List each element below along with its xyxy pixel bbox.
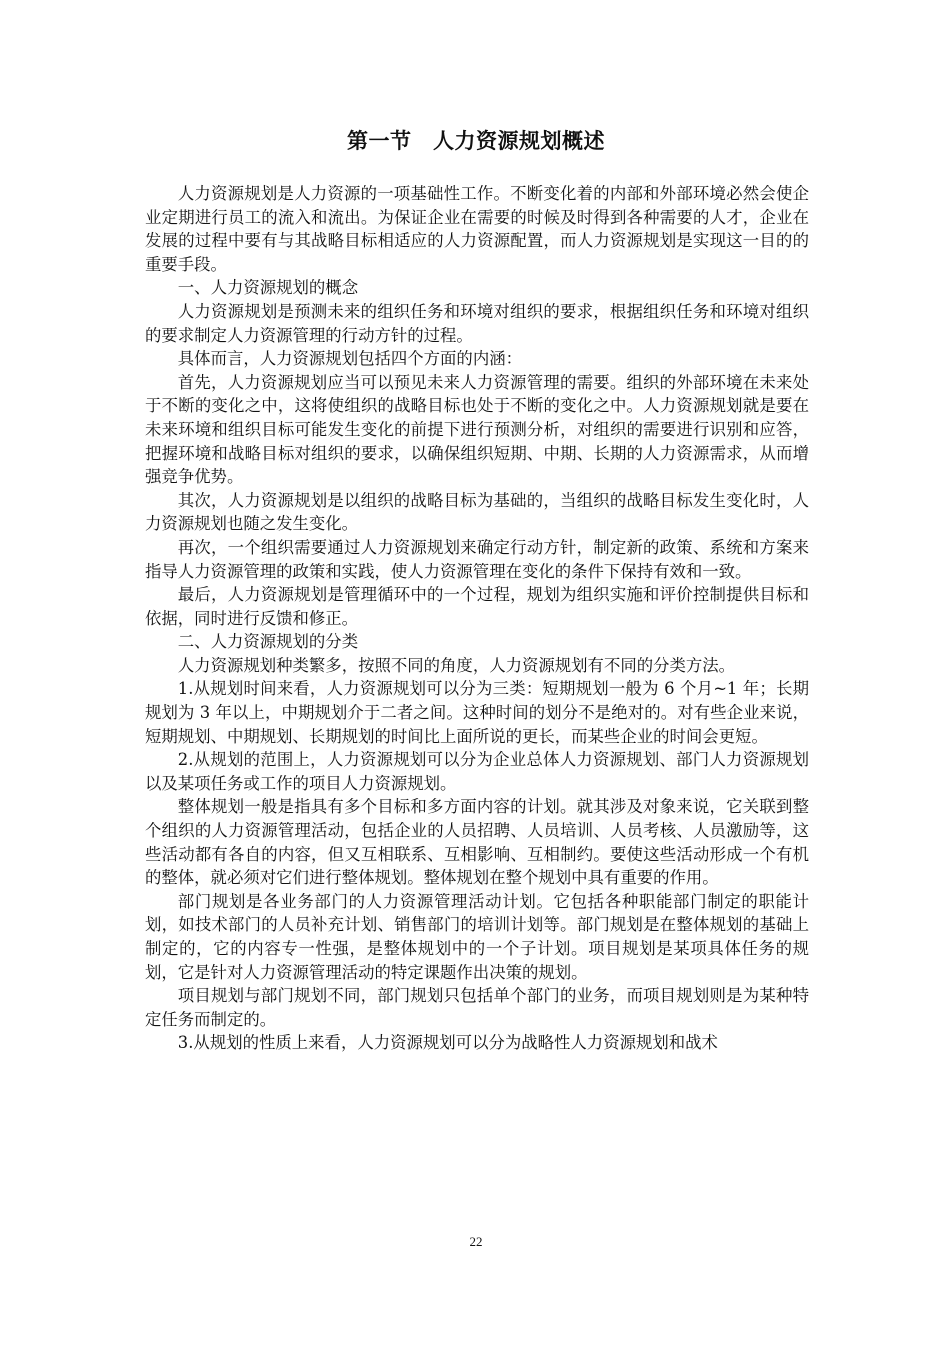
heading-classification: 二、人力资源规划的分类 xyxy=(177,632,359,652)
paragraph-project-plan: 项目规划与部门规划不同，部门规划只包括单个部门的业务，而项目规划则是为某种特定任务而制定的。 xyxy=(145,986,809,1029)
paragraph-definition: 人力资源规划是预测未来的组织任务和环境对组织的要求，根据组织任务和环境对组织的要求制定人力资源管理的行动方针的过程。 xyxy=(145,301,809,345)
paragraph-department-plan: 部门规划是各业务部门的人力资源管理活动计划。它包括各种职能部门制定的职能计划，如技术部门的人员补充计划、销售部门的培训计划等。部门规划是在整体规划的基础上制定的，它的内容专一性强，是整体规划中的一个子计划。项目规划是某项具体任务的规划，它是针对人力资源管理活动的特定课题作出决策的规划。 xyxy=(145,891,809,982)
body-text xyxy=(145,182,809,1055)
paragraph-intro: 人力资源规划是人力资源的一项基础性工作。不断变化着的内部和外部环境必然会使企业定期进行员工的流入和流出。为保证企业在需要的时候及时得到各种需要的人才，企业在发展的过程中要有与其战略目标相适应的人力资源配置，而人力资源规划是实现这一目的的重要手段。 xyxy=(145,184,809,274)
paragraph-by-time: 1.从规划时间来看，人力资源规划可以分为三类：短期规划一般为 6 个月~1 年；长期规划为 3 年以上，中期规划介于二者之间。这种时间的划分不是绝对的。对有些企业来说，短期规划、中期规划、长期规划的时间比上面所说的更长，而某些企业的时间会更短。 xyxy=(145,679,809,746)
paragraph-third: 再次，一个组织需要通过人力资源规划来确定行动方针，制定新的政策、系统和方案来指导人力资源管理的政策和实践，使人力资源管理在变化的条件下保持有效和一致。 xyxy=(145,537,809,581)
paragraph-overall-plan: 整体规划一般是指具有多个目标和多方面内容的计划。就其涉及对象来说，它关联到整个组织的人力资源管理活动，包括企业的人员招聘、人员培训、人员考核、人员激励等，这些活动都有各自的内容，但又互相联系、互相影响、互相制约。要使这些活动形成一个有机的整体，就必须对它们进行整体规划。整体规划在整个规划中具有重要的作用。 xyxy=(145,797,809,888)
page-number: 22 xyxy=(469,1234,483,1249)
section-title: 第一节 人力资源规划概述 xyxy=(347,129,605,153)
paragraph-second: 其次，人力资源规划是以组织的战略目标为基础的，当组织的战略目标发生变化时，人力资源规划也随之发生变化。 xyxy=(145,490,809,534)
paragraph-by-scope: 2.从规划的范围上，人力资源规划可以分为企业总体人力资源规划、部门人力资源规划以及某项任务或工作的项目人力资源规划。 xyxy=(145,750,809,793)
paragraph-by-nature: 3.从规划的性质上来看，人力资源规划可以分为战略性人力资源规划和战术 xyxy=(177,1033,718,1053)
paragraph-last: 最后，人力资源规划是管理循环中的一个过程，规划为组织实施和评价控制提供目标和依据，同时进行反馈和修正。 xyxy=(145,585,809,628)
paragraph-classification-intro: 人力资源规划种类繁多，按照不同的角度，人力资源规划有不同的分类方法。 xyxy=(177,655,736,675)
paragraph-four-aspects: 具体而言，人力资源规划包括四个方面的内涵： xyxy=(177,349,522,369)
paragraph-first: 首先，人力资源规划应当可以预见未来人力资源管理的需要。组织的外部环境在未来处于不断的变化之中，这将使组织的战略目标也处于不断的变化之中。人力资源规划就是要在未来环境和组织目标可能发生变化的前提下进行预测分析，对组织的需要进行识别和应答，把握环境和战略目标对组织的要求，以确保组织短期、中期、长期的人力资源需求，从而增强竞争优势。 xyxy=(145,372,809,487)
heading-concept: 一、人力资源规划的概念 xyxy=(177,278,359,298)
